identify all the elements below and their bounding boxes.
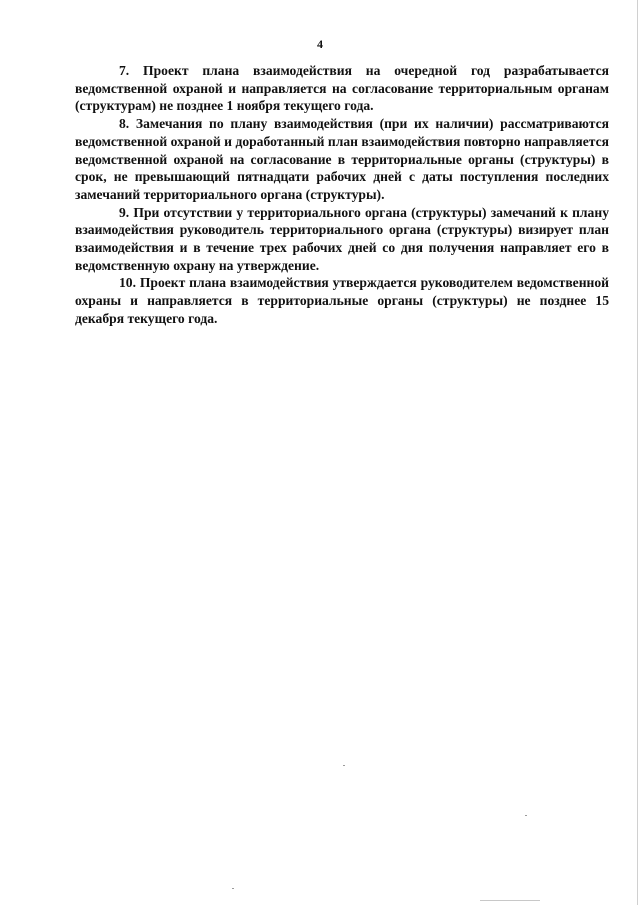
document-body bbox=[75, 62, 609, 328]
page-edge bbox=[637, 0, 638, 905]
paragraph-9: 9. При отсутствии у территориального органа (структуры) замечаний к плану взаимодействия руководитель территориального органа (структуры) визирует план взаимодействия и в течение трех рабочих дней со дня получения направляет его в ведомственную охрану на утверждение. bbox=[75, 204, 609, 273]
page-number: 4 bbox=[317, 37, 323, 51]
scan-speck bbox=[343, 765, 345, 766]
scan-speck bbox=[525, 815, 527, 816]
paragraph-10: 10. Проект плана взаимодействия утверждается руководителем ведомственной охраны и направляется в территориальные органы (структуры) не позднее 15 декабря текущего года. bbox=[75, 275, 609, 326]
paragraph-8: 8. Замечания по плану взаимодействия (при их наличии) рассматриваются ведомственной охраной и доработанный план взаимодействия повторно направляется ведомственной охраной на согласование в территориальные органы (структуры) в срок, не превышающий пятнадцати рабочих дней с даты поступления последних замечаний территориального органа (структуры). bbox=[75, 116, 609, 202]
paragraph-7: 7. Проект плана взаимодействия на очередной год разрабатывается ведомственной охраной и направляется на согласование территориальным органам (структурам) не позднее 1 ноября текущего года. bbox=[75, 63, 609, 114]
scan-speck bbox=[480, 900, 540, 901]
scan-speck bbox=[232, 888, 234, 889]
